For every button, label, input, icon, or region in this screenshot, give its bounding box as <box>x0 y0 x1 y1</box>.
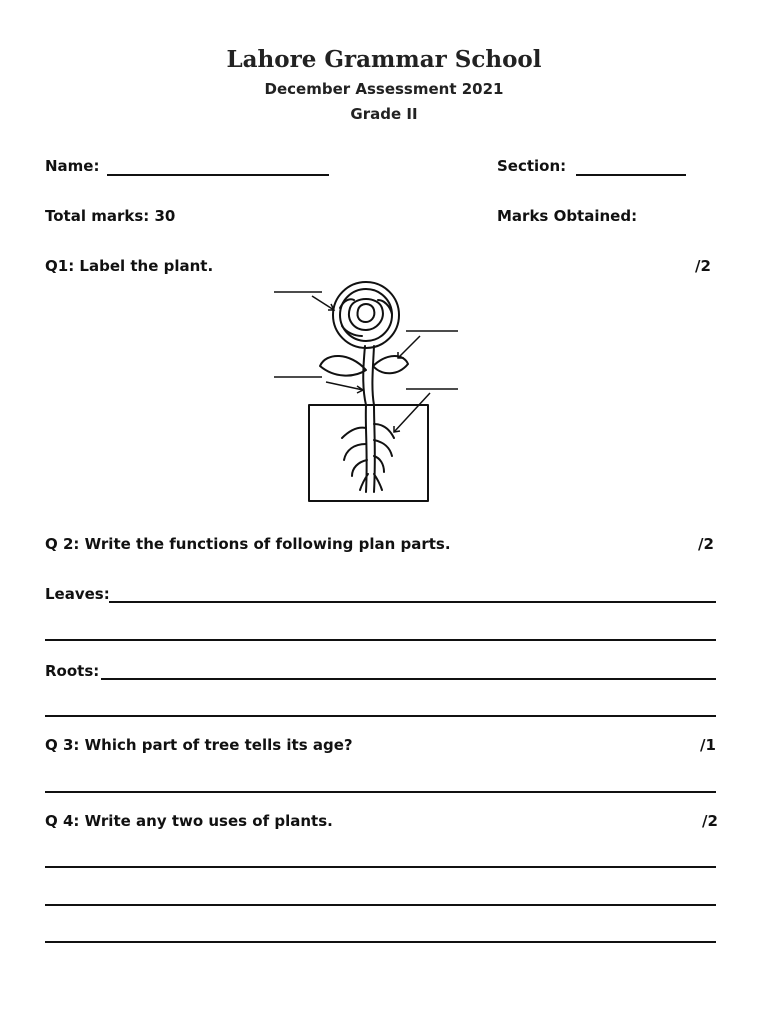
assessment-title: December Assessment 2021 <box>264 80 504 98</box>
flower-outer <box>333 282 399 348</box>
roots-label: Roots: <box>45 662 100 680</box>
arrow-roots <box>394 393 430 432</box>
question-4-answer-line-1[interactable] <box>45 866 716 868</box>
question-2: Q 2: Write the functions of following plan parts. <box>45 535 451 553</box>
leaves-label: Leaves: <box>45 585 110 603</box>
marks-obtained-label: Marks Obtained: <box>497 207 638 225</box>
name-answer-line[interactable] <box>107 174 329 176</box>
name-label: Name: <box>45 157 100 175</box>
question-3: Q 3: Which part of tree tells its age? <box>45 736 353 754</box>
question-4-marks: /2 <box>702 812 718 830</box>
question-3-answer-line[interactable] <box>45 791 716 793</box>
soil-box <box>309 405 428 501</box>
roots-answer-line[interactable] <box>101 678 716 680</box>
grade-title: Grade II <box>350 105 418 123</box>
leaves-answer-line-2[interactable] <box>45 639 716 641</box>
total-marks: Total marks: 30 <box>45 207 176 225</box>
question-4: Q 4: Write any two uses of plants. <box>45 812 333 830</box>
roots-answer-line-2[interactable] <box>45 715 716 717</box>
question-1-marks: /2 <box>695 257 711 275</box>
stem <box>363 346 366 405</box>
section-label: Section: <box>497 157 567 175</box>
school-title: Lahore Grammar School <box>226 46 542 73</box>
leaves-answer-line[interactable] <box>109 601 716 603</box>
arrow-flower <box>312 296 334 310</box>
question-4-answer-line-2[interactable] <box>45 904 716 906</box>
plant-diagram <box>270 278 460 506</box>
left-leaf <box>320 356 366 376</box>
question-4-answer-line-3[interactable] <box>45 941 716 943</box>
question-2-marks: /2 <box>698 535 714 553</box>
question-1: Q1: Label the plant. <box>45 257 214 275</box>
question-3-marks: /1 <box>700 736 716 754</box>
section-answer-line[interactable] <box>576 174 686 176</box>
arrow-leaf <box>398 336 420 358</box>
